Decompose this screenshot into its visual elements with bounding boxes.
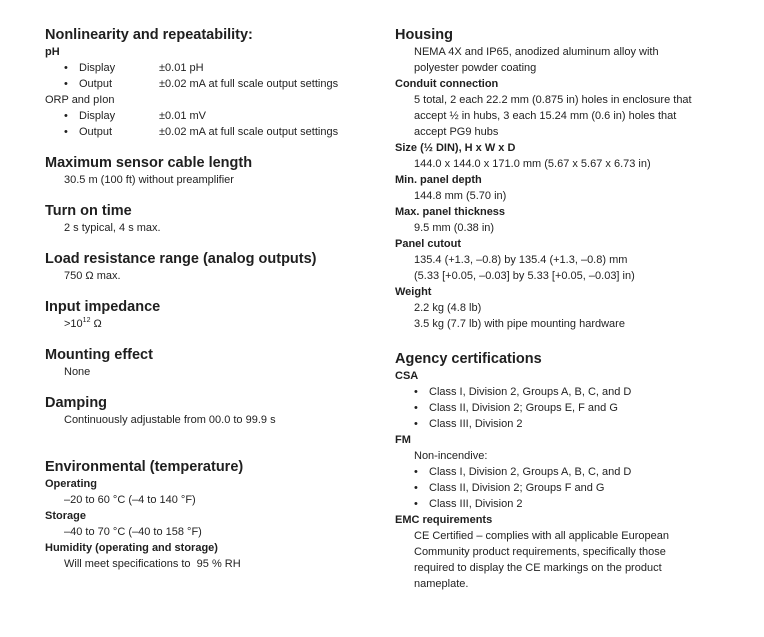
conduit-text: 5 total, 2 each 22.2 mm (0.875 in) holes in enclosure that accept ½ in hubs, 3 each 15.24 mm (0.6 in) holes that accept PG9 hubs xyxy=(414,94,692,138)
storage-text: –40 to 70 °C (–40 to 158 °F) xyxy=(64,526,202,538)
damping-text: Continuously adjustable from 00.0 to 99.9 s xyxy=(64,414,276,426)
agency-title: Agency certifications xyxy=(395,351,542,367)
ph-output-value: ±0.02 mA at full scale output settings xyxy=(159,78,339,90)
cable-section xyxy=(45,154,375,188)
thickness-label: Max. panel thickness xyxy=(395,206,506,218)
conduit-label: Conduit connection xyxy=(395,78,499,90)
weight-label: Weight xyxy=(395,286,432,298)
fm-subtext: Non-incendive: xyxy=(414,450,488,462)
ph-output-key: Output xyxy=(79,78,113,90)
cable-text: 30.5 m (100 ft) without preamplifier xyxy=(64,174,234,186)
fm-list xyxy=(395,464,740,512)
housing-section xyxy=(395,26,740,332)
list-item: • Class III, Division 2 xyxy=(414,498,523,510)
housing-text: NEMA 4X and IP65, anodized aluminum alloy with polyester powder coating xyxy=(414,46,659,74)
nonlinearity-section xyxy=(45,26,375,140)
depth-label: Min. panel depth xyxy=(395,174,482,186)
thickness-text: 9.5 mm (0.38 in) xyxy=(414,222,495,234)
orp-label: ORP and pIon xyxy=(45,94,115,106)
list-item: • Output ±0.02 mA at full scale output settings xyxy=(64,126,339,138)
list-item: • Class III, Division 2 xyxy=(414,418,523,430)
environmental-section xyxy=(45,458,375,572)
impedance-text: $>10^{12}$ Ω xyxy=(64,317,102,330)
mounting-title: Mounting effect xyxy=(45,347,153,363)
mounting-section xyxy=(45,346,375,380)
orp-list xyxy=(45,108,375,140)
turnon-title: Turn on time xyxy=(45,203,132,219)
impedance-section xyxy=(45,298,375,332)
turnon-text: 2 s typical, 4 s max. xyxy=(64,222,161,234)
environmental-title: Environmental (temperature) xyxy=(45,459,244,475)
load-text: 750 Ω max. xyxy=(64,270,121,282)
emc-text: CE Certified – complies with all applicable European Community product requirements, specifically those required to display the CE markings on the product nameplate. xyxy=(414,530,669,590)
orp-display-key: Display xyxy=(79,110,116,122)
storage-label: Storage xyxy=(45,510,86,522)
list-item: • Class II, Division 2; Groups F and G xyxy=(414,482,605,494)
humidity-label: Humidity (operating and storage) xyxy=(45,542,218,554)
list-item: • Display ±0.01 mV xyxy=(64,110,207,122)
orp-display-value: ±0.01 mV xyxy=(159,110,207,122)
list-item: • Display ±0.01 pH xyxy=(64,62,204,74)
list-item: • Output ±0.02 mA at full scale output settings xyxy=(64,78,339,90)
size-text: 144.0 x 144.0 x 171.0 mm (5.67 x 5.67 x 6.73 in) xyxy=(414,158,651,170)
orp-output-value: ±0.02 mA at full scale output settings xyxy=(159,126,339,138)
ph-display-key: Display xyxy=(79,62,116,74)
emc-label: EMC requirements xyxy=(395,514,493,526)
depth-text: 144.8 mm (5.70 in) xyxy=(414,190,507,202)
cable-title: Maximum sensor cable length xyxy=(45,155,253,171)
turnon-section xyxy=(45,202,375,236)
damping-title: Damping xyxy=(45,395,108,411)
mounting-text: None xyxy=(64,366,91,378)
impedance-title: Input impedance xyxy=(45,299,161,315)
csa-list xyxy=(395,384,740,432)
load-section xyxy=(45,250,375,284)
housing-title: Housing xyxy=(395,27,453,43)
damping-section xyxy=(45,394,375,428)
ph-label: pH xyxy=(45,46,60,58)
list-item: • Class I, Division 2, Groups A, B, C, and D xyxy=(414,466,632,478)
fm-label: FM xyxy=(395,434,411,446)
right-column xyxy=(395,26,740,606)
csa-label: CSA xyxy=(395,370,419,382)
humidity-text: Will meet specifications to 95 % RH xyxy=(64,558,241,570)
weight-text: 2.2 kg (4.8 lb) 3.5 kg (7.7 lb) with pipe mounting hardware xyxy=(414,302,625,330)
operating-text: –20 to 60 °C (–4 to 140 °F) xyxy=(64,494,196,506)
list-item: • Class I, Division 2, Groups A, B, C, and D xyxy=(414,386,632,398)
ph-list xyxy=(45,60,375,92)
orp-output-key: Output xyxy=(79,126,113,138)
nonlinearity-title: Nonlinearity and repeatability: xyxy=(45,27,253,43)
ph-display-value: ±0.01 pH xyxy=(159,62,204,74)
cutout-label: Panel cutout xyxy=(395,238,462,250)
operating-label: Operating xyxy=(45,478,97,490)
cutout-text: 135.4 (+1.3, –0.8) by 135.4 (+1.3, –0.8) mm (5.33 [+0.05, –0.03] by 5.33 [+0.05, –0.03] in) xyxy=(414,254,635,282)
size-label: Size (½ DIN), H x W x D xyxy=(395,142,516,154)
left-column xyxy=(45,26,375,586)
list-item: • Class II, Division 2; Groups E, F and G xyxy=(414,402,618,414)
load-title: Load resistance range (analog outputs) xyxy=(45,251,317,267)
agency-section xyxy=(395,350,740,592)
